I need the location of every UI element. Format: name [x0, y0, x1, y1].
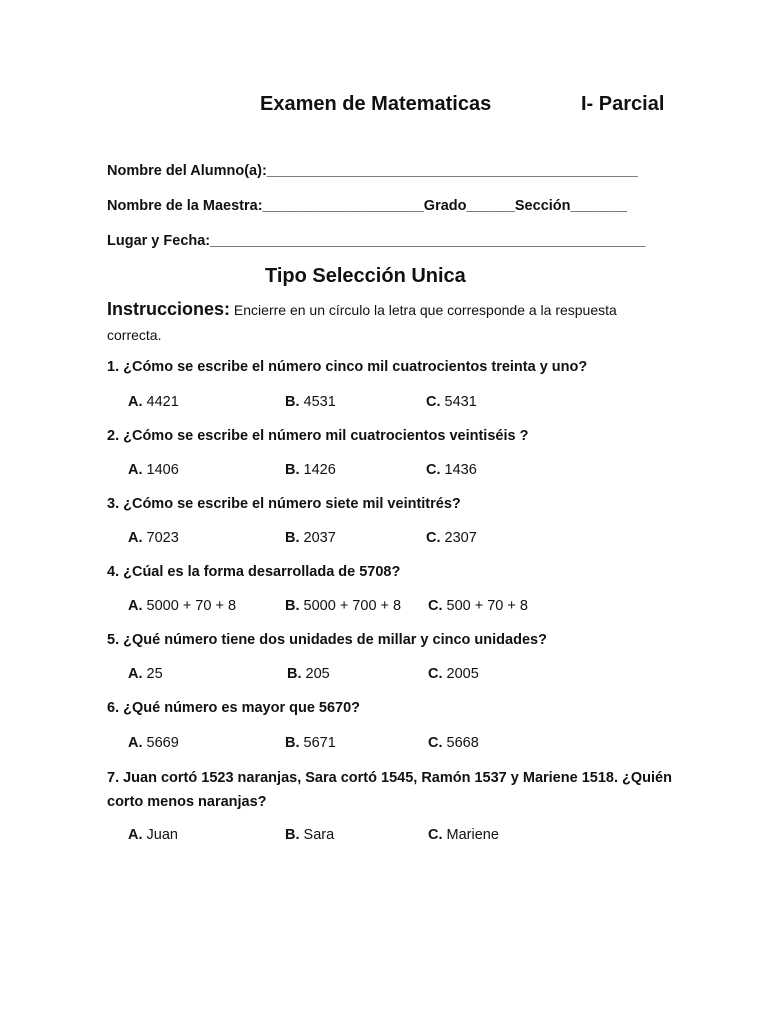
- q2-option-c: [426, 462, 477, 478]
- option-letter: B.: [285, 735, 300, 751]
- q7-option-c: [428, 827, 499, 843]
- q3-option-b: [285, 530, 336, 546]
- option-value: 1436: [440, 462, 477, 478]
- option-value: 2005: [442, 666, 479, 682]
- instructions-text: Encierre en un círculo la letra que corresponde a la respuesta correcta.: [107, 302, 617, 343]
- q3-option-c: [426, 530, 477, 546]
- option-value: 5668: [442, 735, 479, 751]
- q7-option-b: [285, 827, 334, 843]
- question-4: 4. ¿Cúal es la forma desarrollada de 5708?: [107, 564, 401, 580]
- option-value: 205: [301, 666, 330, 682]
- section-title: Tipo Selección Unica: [265, 265, 466, 287]
- question-3: 3. ¿Cómo se escribe el número siete mil veintitrés?: [107, 496, 461, 512]
- option-value: Mariene: [442, 827, 499, 843]
- option-value: Juan: [142, 827, 178, 843]
- exam-title: Examen de Matematicas: [260, 93, 492, 115]
- option-value: 500 + 70 + 8: [442, 598, 528, 614]
- option-letter: C.: [426, 394, 441, 410]
- option-value: 1406: [142, 462, 179, 478]
- option-letter: A.: [128, 394, 143, 410]
- option-value: 2307: [440, 530, 477, 546]
- option-value: Sara: [299, 827, 335, 843]
- q1-option-c: [426, 394, 477, 410]
- option-letter: C.: [428, 827, 443, 843]
- q4-option-c: [428, 598, 528, 614]
- instructions: [107, 297, 667, 348]
- option-value: 25: [142, 666, 163, 682]
- q7-option-a: [128, 827, 178, 843]
- option-value: 1426: [299, 462, 336, 478]
- question-2: 2. ¿Cómo se escribe el número mil cuatrocientos veintiséis ?: [107, 428, 529, 444]
- q5-option-c: [428, 666, 479, 682]
- q6-option-a: [128, 735, 179, 751]
- option-letter: A.: [128, 735, 143, 751]
- question-6: 6. ¿Qué número es mayor que 5670?: [107, 700, 361, 716]
- q1-option-a: [128, 394, 179, 410]
- q3-option-a: [128, 530, 179, 546]
- option-letter: B.: [285, 462, 300, 478]
- option-letter: B.: [285, 394, 300, 410]
- option-letter: A.: [128, 666, 143, 682]
- q5-option-a: [128, 666, 163, 682]
- q6-option-c: [428, 735, 479, 751]
- option-value: 5669: [142, 735, 179, 751]
- q5-option-b: [287, 666, 330, 682]
- option-value: 2037: [299, 530, 336, 546]
- q4-option-a: [128, 598, 236, 614]
- option-value: 5000 + 700 + 8: [299, 598, 402, 614]
- question-7: 7. Juan cortó 1523 naranjas, Sara cortó 1545, Ramón 1537 y Mariene 1518. ¿Quién corto menos naranjas?: [107, 770, 672, 810]
- option-letter: B.: [285, 530, 300, 546]
- question-1: 1. ¿Cómo se escribe el número cinco mil cuatrocientos treinta y uno?: [107, 359, 588, 375]
- option-letter: A.: [128, 827, 143, 843]
- q2-option-a: [128, 462, 179, 478]
- option-value: 5431: [440, 394, 477, 410]
- option-letter: A.: [128, 462, 143, 478]
- place-date-field: Lugar y Fecha:______________________________________________________: [107, 233, 646, 249]
- option-value: 7023: [142, 530, 179, 546]
- partial-label: I- Parcial: [581, 93, 665, 115]
- q4-option-b: [285, 598, 401, 614]
- option-letter: C.: [426, 530, 441, 546]
- option-value: 5000 + 70 + 8: [142, 598, 237, 614]
- option-value: 4531: [299, 394, 336, 410]
- teacher-name-field: Nombre de la Maestra:____________________Grado______Sección_______: [107, 198, 627, 214]
- option-letter: B.: [285, 827, 300, 843]
- option-letter: B.: [285, 598, 300, 614]
- option-letter: A.: [128, 598, 143, 614]
- instructions-label: Instrucciones:: [107, 299, 231, 319]
- option-letter: C.: [426, 462, 441, 478]
- option-value: 5671: [299, 735, 336, 751]
- q2-option-b: [285, 462, 336, 478]
- option-letter: C.: [428, 598, 443, 614]
- option-letter: A.: [128, 530, 143, 546]
- question-5: 5. ¿Qué número tiene dos unidades de millar y cinco unidades?: [107, 632, 547, 648]
- option-letter: C.: [428, 735, 443, 751]
- option-value: 4421: [142, 394, 179, 410]
- option-letter: B.: [287, 666, 302, 682]
- q6-option-b: [285, 735, 336, 751]
- student-name-field: Nombre del Alumno(a):______________________________________________: [107, 163, 638, 179]
- option-letter: C.: [428, 666, 443, 682]
- q1-option-b: [285, 394, 336, 410]
